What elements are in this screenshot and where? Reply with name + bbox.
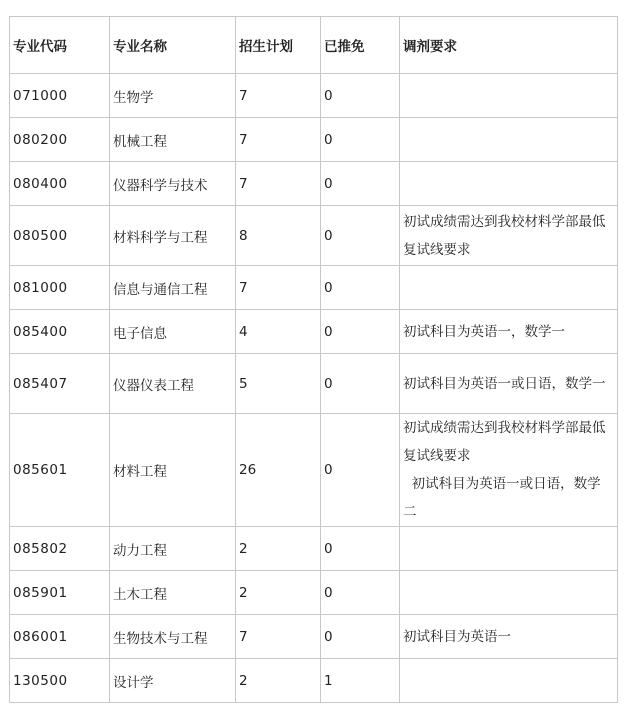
cell-name: 生物学 [110, 74, 236, 118]
cell-name: 信息与通信工程 [110, 266, 236, 310]
cell-requirement [400, 74, 618, 118]
cell-requirement: 初试科目为英语一，数学一 [400, 310, 618, 354]
cell-plan: 8 [236, 206, 321, 266]
cell-name: 仪器科学与技术 [110, 162, 236, 206]
header-code: 专业代码 [10, 17, 110, 74]
cell-exempt: 0 [321, 162, 400, 206]
cell-exempt: 0 [321, 571, 400, 615]
cell-code: 080200 [10, 118, 110, 162]
table-row [10, 615, 618, 659]
cell-code: 086001 [10, 615, 110, 659]
cell-requirement [400, 571, 618, 615]
cell-code: 085901 [10, 571, 110, 615]
cell-plan: 2 [236, 527, 321, 571]
cell-plan: 7 [236, 74, 321, 118]
table-row [10, 162, 618, 206]
table-row [10, 414, 618, 527]
cell-name: 机械工程 [110, 118, 236, 162]
cell-code: 080500 [10, 206, 110, 266]
cell-requirement [400, 266, 618, 310]
table-row [10, 118, 618, 162]
cell-exempt: 0 [321, 310, 400, 354]
table-row [10, 74, 618, 118]
table-row [10, 310, 618, 354]
cell-name: 材料工程 [110, 414, 236, 527]
cell-code: 085400 [10, 310, 110, 354]
cell-exempt: 0 [321, 414, 400, 527]
cell-requirement [400, 659, 618, 703]
header-exempt: 已推免 [321, 17, 400, 74]
header-row [10, 17, 618, 74]
cell-exempt: 0 [321, 206, 400, 266]
cell-exempt: 0 [321, 527, 400, 571]
cell-code: 085407 [10, 354, 110, 414]
cell-plan: 5 [236, 354, 321, 414]
cell-name: 生物技术与工程 [110, 615, 236, 659]
table-row [10, 571, 618, 615]
cell-code: 085601 [10, 414, 110, 527]
table-row [10, 527, 618, 571]
cell-plan: 7 [236, 615, 321, 659]
cell-name: 电子信息 [110, 310, 236, 354]
cell-exempt: 0 [321, 354, 400, 414]
table-row [10, 266, 618, 310]
cell-name: 仪器仪表工程 [110, 354, 236, 414]
cell-requirement: 初试科目为英语一 [400, 615, 618, 659]
cell-requirement: 初试成绩需达到我校材料学部最低复试线要求 初试科目为英语一或日语，数学二 [400, 414, 618, 527]
table-row [10, 659, 618, 703]
cell-requirement: 初试科目为英语一或日语，数学一 [400, 354, 618, 414]
table-row [10, 354, 618, 414]
cell-code: 080400 [10, 162, 110, 206]
cell-name: 材料科学与工程 [110, 206, 236, 266]
cell-requirement [400, 118, 618, 162]
cell-plan: 2 [236, 659, 321, 703]
cell-exempt: 0 [321, 266, 400, 310]
cell-name: 动力工程 [110, 527, 236, 571]
cell-code: 130500 [10, 659, 110, 703]
cell-plan: 26 [236, 414, 321, 527]
cell-exempt: 0 [321, 74, 400, 118]
cell-requirement [400, 527, 618, 571]
cell-exempt: 0 [321, 118, 400, 162]
cell-exempt: 0 [321, 615, 400, 659]
cell-exempt: 1 [321, 659, 400, 703]
cell-code: 081000 [10, 266, 110, 310]
cell-plan: 4 [236, 310, 321, 354]
cell-name: 土木工程 [110, 571, 236, 615]
cell-plan: 7 [236, 266, 321, 310]
cell-plan: 7 [236, 162, 321, 206]
cell-code: 071000 [10, 74, 110, 118]
admissions-table [9, 16, 618, 703]
cell-plan: 7 [236, 118, 321, 162]
cell-plan: 2 [236, 571, 321, 615]
cell-requirement [400, 162, 618, 206]
cell-name: 设计学 [110, 659, 236, 703]
cell-requirement: 初试成绩需达到我校材料学部最低复试线要求 [400, 206, 618, 266]
cell-code: 085802 [10, 527, 110, 571]
table-row [10, 206, 618, 266]
header-name: 专业名称 [110, 17, 236, 74]
header-requirement: 调剂要求 [400, 17, 618, 74]
header-plan: 招生计划 [236, 17, 321, 74]
